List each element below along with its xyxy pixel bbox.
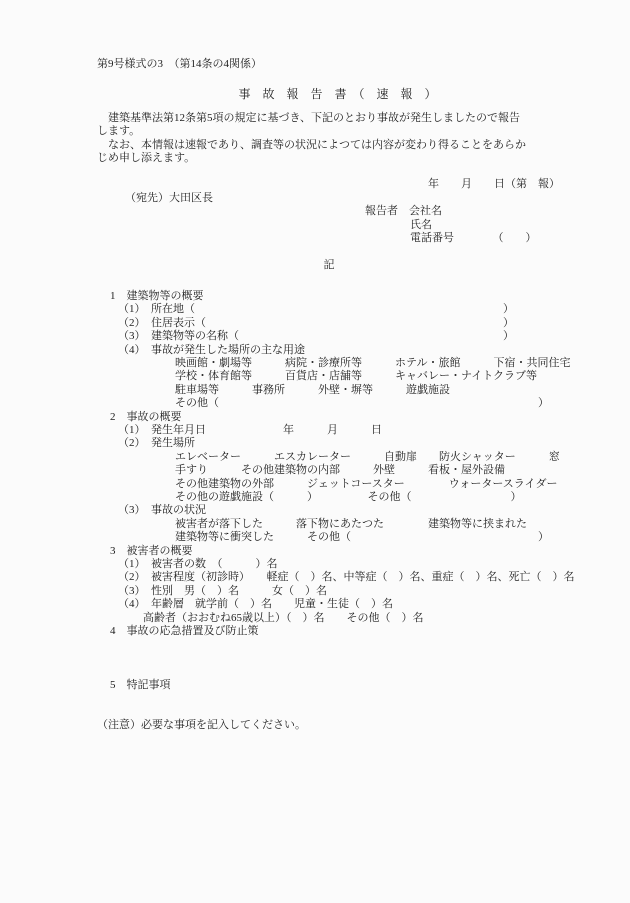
ki-heading: 記 (323, 259, 335, 272)
field-age-group: （4） 年齢層 就学前（ ）名 児童・生徒（ ）名 (118, 598, 393, 611)
situation-options-1: 被害者が落下した 落下物にあたつた 建築物等に挟まれた (175, 517, 527, 530)
reporter-block (0, 205, 630, 245)
field-gender: （3） 性別 男（ ）名 女（ ）名 (118, 584, 327, 597)
report-date-line: 年 月 日（第 報） (428, 178, 560, 191)
section-4-heading: 4 事故の応急措置及び防止策 (110, 625, 259, 638)
field-victim-count: （1） 被害者の数 （ ）名 (118, 558, 278, 570)
place-options-other: その他の遊戯施設（ ） その他（ ） (175, 490, 522, 503)
place-options-1: エレベーター エスカレーター 自動扉 防火シャッター 窓 (175, 450, 560, 463)
field-location: （1） 所在地（ ） (118, 303, 514, 316)
field-address-display: （2） 住居表示（ ） (118, 316, 514, 329)
note-line: （注意）必要な事項を記入してください。 (97, 718, 306, 731)
reporter-phone-label: 電話番号 （ ） (410, 232, 537, 245)
intro-line-1: 建築基準法第12条第5項の規定に基づき、下記のとおり事故が発生しましたので報告 (97, 111, 521, 124)
form-body (0, 290, 630, 732)
intro-line-3: なお、本情報は速報であり、調査等の状況によつては内容が変わり得ることをあらか (97, 138, 526, 151)
field-main-use: （4） 事故が発生した場所の主な用途 (118, 343, 305, 356)
section-5-heading: 5 特記事項 (110, 678, 171, 691)
field-occurrence-place: （2） 発生場所 (118, 437, 195, 450)
intro-line-2: します。 (97, 125, 141, 138)
use-options-3: 駐車場等 事務所 外壁・塀等 遊戯施設 (175, 383, 450, 396)
field-injury-degree: （2） 被害程度（初診時） 軽症（ ）名、中等症（ ）名、重症（ ）名、死亡（ ）名 (118, 571, 575, 584)
field-occurrence-date: （1） 発生年月日 年 月 日 (118, 423, 382, 436)
use-options-2: 学校・体育館等 百貨店・店舗等 キャバレー・ナイトクラブ等 (175, 370, 538, 383)
section-2-heading: 2 事故の概要 (110, 410, 182, 423)
intro-line-4: じめ申し添えます。 (97, 152, 196, 165)
field-accident-situation: （3） 事故の状況 (118, 504, 206, 517)
reporter-name-label: 氏名 (410, 218, 432, 231)
reporter-company-line: 報告者 会社名 (365, 205, 442, 218)
form-number: 第9号様式の3 （第14条の4関係） (97, 58, 262, 70)
age-group-continued: 高齢者（おおむね65歳以上）（ ）名 その他（ ）名 (143, 611, 424, 624)
intro-paragraph (0, 112, 630, 166)
addressee: （宛先）大田区長 (125, 191, 213, 204)
page-title: 事 故 報 告 書 （ 速 報 ） (238, 87, 437, 102)
section-3-heading: 3 被害者の概要 (110, 544, 193, 557)
field-building-name: （3） 建築物等の名称（ ） (118, 330, 514, 343)
place-options-2: 手すり その他建築物の内部 外壁 看板・屋外設備 (175, 464, 505, 477)
use-options-1: 映画館・劇場等 病院・診療所等 ホテル・旅館 下宿・共同住宅 (175, 356, 571, 369)
section-1-heading: 1 建築物等の概要 (110, 289, 204, 302)
use-options-other: その他（ ） (175, 397, 549, 410)
place-options-3: その他建築物の外部 ジェットコースター ウォータースライダー (175, 477, 558, 490)
situation-options-2: 建築物等に衝突した その他（ ） (175, 531, 549, 544)
